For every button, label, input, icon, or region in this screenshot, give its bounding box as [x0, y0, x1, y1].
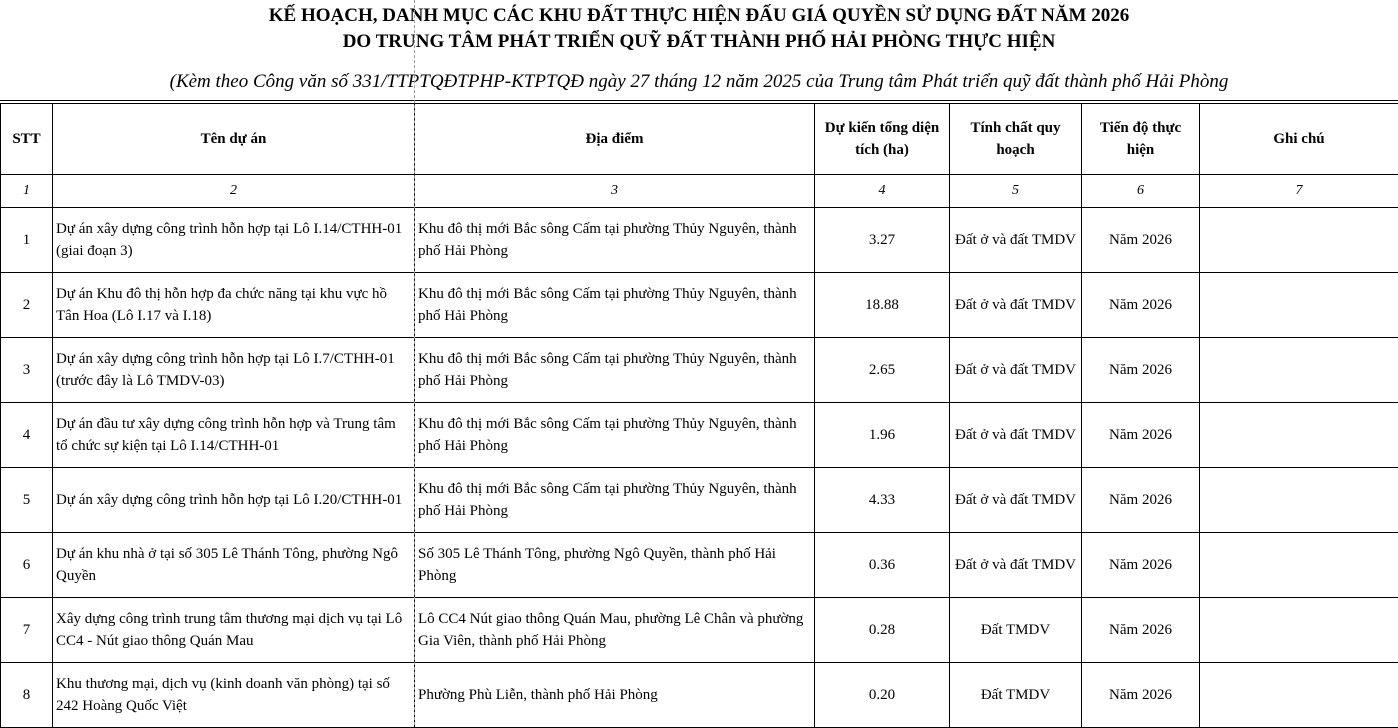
- land-auction-table: [0, 103, 1398, 728]
- cell-schedule: Năm 2026: [1082, 663, 1200, 728]
- document-subtitle: (Kèm theo Công văn số 331/TTPTQĐTPHP-KTPTQĐ ngày 27 tháng 12 năm 2025 của Trung tâm Phát triển quỹ đất thành phố Hải Phòng: [0, 70, 1398, 94]
- header-stt: STT: [1, 104, 53, 175]
- cell-project-name: Dự án đầu tư xây dựng công trình hỗn hợp và Trung tâm tổ chức sự kiện tại Lô I.14/CTHH-01: [53, 403, 415, 468]
- table-row: [1, 598, 1398, 663]
- cell-location: Khu đô thị mới Bắc sông Cấm tại phường Thủy Nguyên, thành phố Hải Phòng: [415, 403, 815, 468]
- cell-planning: Đất ở và đất TMDV: [950, 403, 1082, 468]
- cell-stt: 5: [1, 468, 53, 533]
- cell-planning: Đất ở và đất TMDV: [950, 273, 1082, 338]
- cell-area: 3.27: [815, 208, 950, 273]
- column-number: 1: [1, 175, 53, 208]
- cell-note: [1200, 598, 1398, 663]
- table-row: [1, 403, 1398, 468]
- cell-schedule: Năm 2026: [1082, 273, 1200, 338]
- header-note: Ghi chú: [1200, 104, 1398, 175]
- header-location: Địa điểm: [415, 104, 815, 175]
- column-number-row: [1, 175, 1398, 208]
- cell-schedule: Năm 2026: [1082, 468, 1200, 533]
- cell-stt: 8: [1, 663, 53, 728]
- cell-stt: 4: [1, 403, 53, 468]
- cell-location: Lô CC4 Nút giao thông Quán Mau, phường Lê Chân và phường Gia Viên, thành phố Hải Phòng: [415, 598, 815, 663]
- table-row: [1, 533, 1398, 598]
- cell-area: 0.28: [815, 598, 950, 663]
- cell-note: [1200, 533, 1398, 598]
- table-row: [1, 663, 1398, 728]
- table-row: [1, 338, 1398, 403]
- header-planning: Tính chất quy hoạch: [950, 104, 1082, 175]
- cell-location: Khu đô thị mới Bắc sông Cấm tại phường Thủy Nguyên, thành phố Hải Phòng: [415, 273, 815, 338]
- cell-planning: Đất ở và đất TMDV: [950, 468, 1082, 533]
- cell-note: [1200, 468, 1398, 533]
- table-header-row: [1, 104, 1398, 175]
- cell-area: 0.36: [815, 533, 950, 598]
- cell-note: [1200, 338, 1398, 403]
- cell-stt: 2: [1, 273, 53, 338]
- header-rule: [0, 100, 1398, 101]
- cell-schedule: Năm 2026: [1082, 338, 1200, 403]
- cell-note: [1200, 208, 1398, 273]
- cell-stt: 7: [1, 598, 53, 663]
- column-number: 4: [815, 175, 950, 208]
- cell-area: 4.33: [815, 468, 950, 533]
- cell-schedule: Năm 2026: [1082, 403, 1200, 468]
- cell-planning: Đất TMDV: [950, 598, 1082, 663]
- column-number: 7: [1200, 175, 1398, 208]
- cell-planning: Đất ở và đất TMDV: [950, 533, 1082, 598]
- cell-stt: 1: [1, 208, 53, 273]
- cell-planning: Đất ở và đất TMDV: [950, 338, 1082, 403]
- cell-area: 0.20: [815, 663, 950, 728]
- cell-planning: Đất TMDV: [950, 663, 1082, 728]
- cell-area: 1.96: [815, 403, 950, 468]
- column-number: 5: [950, 175, 1082, 208]
- cell-project-name: Xây dựng công trình trung tâm thương mại dịch vụ tại Lô CC4 - Nút giao thông Quán Mau: [53, 598, 415, 663]
- page-break-line: [414, 0, 415, 725]
- cell-note: [1200, 403, 1398, 468]
- header-project-name: Tên dự án: [53, 104, 415, 175]
- cell-schedule: Năm 2026: [1082, 598, 1200, 663]
- column-number: 2: [53, 175, 415, 208]
- cell-area: 2.65: [815, 338, 950, 403]
- column-number: 3: [415, 175, 815, 208]
- document-title-line-2: DO TRUNG TÂM PHÁT TRIỂN QUỸ ĐẤT THÀNH PHỐ HẢI PHÒNG THỰC HIỆN: [0, 30, 1398, 54]
- cell-planning: Đất ở và đất TMDV: [950, 208, 1082, 273]
- table-row: [1, 468, 1398, 533]
- cell-stt: 3: [1, 338, 53, 403]
- document-title-line-1: KẾ HOẠCH, DANH MỤC CÁC KHU ĐẤT THỰC HIỆN ĐẤU GIÁ QUYỀN SỬ DỤNG ĐẤT NĂM 2026: [0, 4, 1398, 28]
- header-area: Dự kiến tổng diện tích (ha): [815, 104, 950, 175]
- cell-stt: 6: [1, 533, 53, 598]
- cell-project-name: Dự án xây dựng công trình hỗn hợp tại Lô I.14/CTHH-01 (giai đoạn 3): [53, 208, 415, 273]
- cell-schedule: Năm 2026: [1082, 208, 1200, 273]
- table-row: [1, 273, 1398, 338]
- cell-location: Khu đô thị mới Bắc sông Cấm tại phường Thủy Nguyên, thành phố Hải Phòng: [415, 338, 815, 403]
- cell-project-name: Dự án xây dựng công trình hỗn hợp tại Lô I.7/CTHH-01 (trước đây là Lô TMDV-03): [53, 338, 415, 403]
- table-row: [1, 208, 1398, 273]
- cell-note: [1200, 663, 1398, 728]
- header-schedule: Tiến độ thực hiện: [1082, 104, 1200, 175]
- cell-area: 18.88: [815, 273, 950, 338]
- cell-project-name: Dự án xây dựng công trình hỗn hợp tại Lô I.20/CTHH-01: [53, 468, 415, 533]
- cell-project-name: Khu thương mại, dịch vụ (kinh doanh văn phòng) tại số 242 Hoàng Quốc Việt: [53, 663, 415, 728]
- cell-location: Khu đô thị mới Bắc sông Cấm tại phường Thủy Nguyên, thành phố Hải Phòng: [415, 468, 815, 533]
- column-number: 6: [1082, 175, 1200, 208]
- cell-location: Khu đô thị mới Bắc sông Cấm tại phường Thủy Nguyên, thành phố Hải Phòng: [415, 208, 815, 273]
- cell-note: [1200, 273, 1398, 338]
- cell-project-name: Dự án khu nhà ở tại số 305 Lê Thánh Tông, phường Ngô Quyền: [53, 533, 415, 598]
- cell-location: Phường Phù Liễn, thành phố Hải Phòng: [415, 663, 815, 728]
- cell-location: Số 305 Lê Thánh Tông, phường Ngô Quyền, thành phố Hải Phòng: [415, 533, 815, 598]
- cell-schedule: Năm 2026: [1082, 533, 1200, 598]
- cell-project-name: Dự án Khu đô thị hỗn hợp đa chức năng tại khu vực hồ Tân Hoa (Lô I.17 và I.18): [53, 273, 415, 338]
